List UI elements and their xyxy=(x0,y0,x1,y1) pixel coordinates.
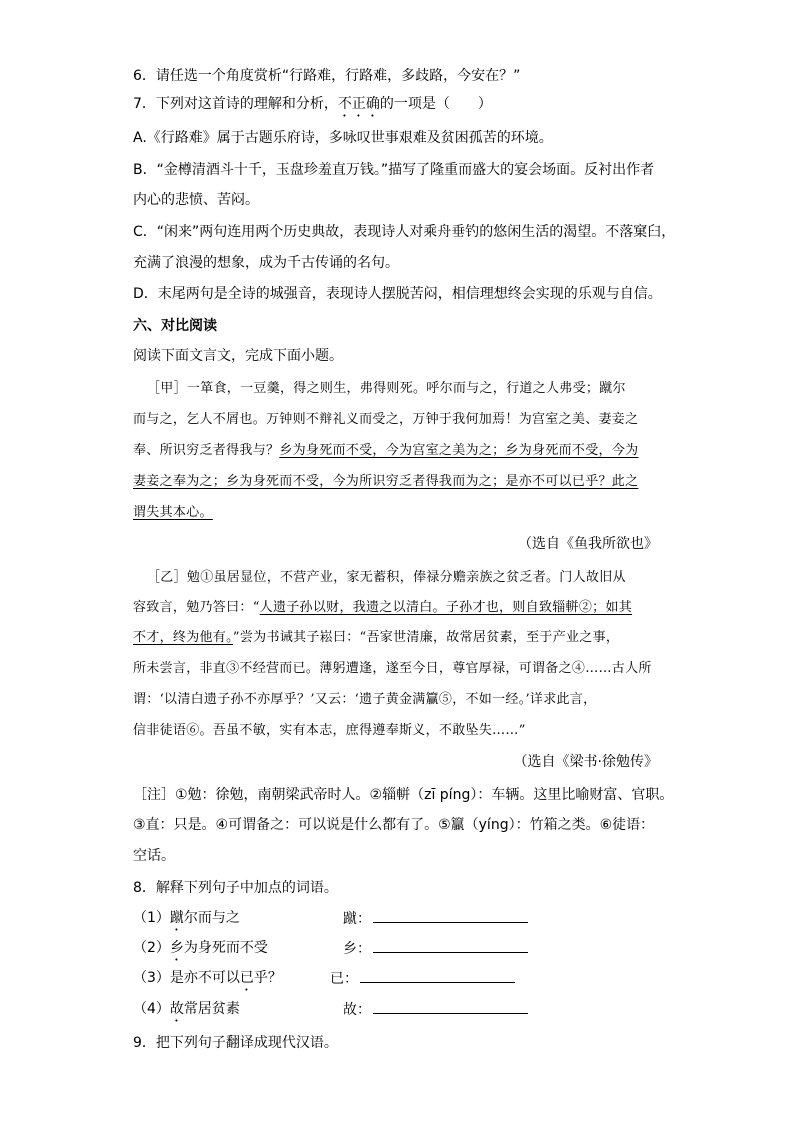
q8-item-1-text: 尔而与之 xyxy=(183,910,240,926)
q8-item-2-dotted-word: 乡 xyxy=(169,940,184,956)
q8-item-3-dotted-word: 已 xyxy=(239,970,254,986)
question-7-emphasis: 不正确 xyxy=(337,96,380,112)
q8-item-1 xyxy=(133,908,240,934)
passage-yi-line-4: 所未尝言，非直③不经营而已。薄躬遭逢，遂至今日，尊官厚禄，可谓备之④……古人所 xyxy=(133,661,652,676)
passage-jia-underlined-2: 妻妾之奉为之；乡为身死而不受，今为所识穷乏者得我而为之；是亦不可以已乎？此之 xyxy=(133,474,639,489)
question-6: 6．请任选一个角度赏析“行路难，行路难，多歧路，今安在？” xyxy=(133,68,521,84)
question-7-prefix: 7．下列对这首诗的理解和分析， xyxy=(133,96,338,112)
answer-blank[interactable] xyxy=(373,938,528,953)
question-8: 8．解释下列句子中加点的词语。 xyxy=(133,880,338,896)
q8-item-2 xyxy=(133,938,268,964)
q8-item-4-answer[interactable] xyxy=(343,999,528,1020)
answer-blank[interactable] xyxy=(373,999,528,1014)
q8-item-3-label: 已： xyxy=(330,971,358,987)
passage-jia-source: （选自《鱼我所欲也》 xyxy=(518,536,658,552)
passage-yi-line-2 xyxy=(133,598,632,618)
passage-yi-underlined-1: 人遗子孙以财，我遗之以清白。子孙才也，则自致辎軿②；如其 xyxy=(259,600,633,615)
notes-line-3: 空话。 xyxy=(133,848,175,864)
passage-jia-underlined-3: 谓失其本心。 xyxy=(133,505,213,520)
q8-item-2-label: 乡： xyxy=(343,941,371,957)
passage-jia-line-3-plain: 奉、所识穷乏者得我与？ xyxy=(133,443,280,458)
question-7-suffix: 的一项是（ ） xyxy=(379,96,492,112)
q8-item-2-text: 为身死而不受 xyxy=(183,940,268,956)
q8-item-4-dotted-word: 故 xyxy=(169,1001,184,1017)
q8-item-3-prefix: 是亦不可以 xyxy=(169,970,240,986)
passage-yi-line-3 xyxy=(133,628,619,648)
q8-item-3-number: （3） xyxy=(133,970,170,986)
answer-blank[interactable] xyxy=(373,908,528,923)
option-b-line-1: B．“金樽清酒斗十千，玉盘珍羞直万钱。”描写了隆重而盛大的宴会场面。反衬出作者 xyxy=(133,162,655,178)
passage-yi-line-3-plain: ”尝为书诫其子崧曰：“吾家世清廉，故常居贫素，至于产业之事， xyxy=(232,630,620,645)
notes-line-1: ［注］①勉：徐勉，南朝梁武帝时人。②辎軿（zī píng）：车辆。这里比喻财富、官职。 xyxy=(133,787,674,803)
section-heading: 六、对比阅读 xyxy=(133,318,217,334)
q8-item-4 xyxy=(133,999,240,1025)
passage-yi-line-1: ［乙］勉①虽居显位，不营产业，家无蓄积，俸禄分赡亲族之贫乏者。门人故旧从 xyxy=(147,570,626,585)
answer-blank[interactable] xyxy=(360,968,515,983)
q8-item-3 xyxy=(133,968,282,994)
passage-jia-line-1: ［甲］一箪食，一豆羹，得之则生，弗得则死。呼尔而与之，行道之人弗受；蹴尔 xyxy=(147,381,626,396)
q8-item-4-number: （4） xyxy=(133,1001,170,1017)
reading-instruction: 阅读下面文言文，完成下面小题。 xyxy=(133,348,343,364)
passage-yi-line-6: 信非徒语⑥。吾虽不敏，实有本志，庶得遵奉斯义，不敢坠失……” xyxy=(133,723,526,738)
passage-jia-underlined-1: 乡为身死而不受，今为宫室之美为之；乡为身死而不受，今为 xyxy=(279,443,639,458)
option-b-line-2: 内心的悲愤、苦闷。 xyxy=(133,192,259,208)
q8-item-2-number: （2） xyxy=(133,940,170,956)
q8-item-1-answer[interactable] xyxy=(343,908,528,929)
option-c-line-2: 充满了浪漫的想象，成为千古传诵的名句。 xyxy=(133,255,399,271)
q8-item-1-dotted-word: 蹴 xyxy=(169,910,184,926)
q8-item-3-answer[interactable] xyxy=(330,968,515,989)
option-a: A.《行路难》属于古题乐府诗，多咏叹世事艰难及贫困孤苦的环境。 xyxy=(133,130,553,146)
q8-item-4-label: 故： xyxy=(343,1002,371,1018)
q8-item-3-text: 乎？ xyxy=(253,970,282,986)
passage-jia-line-2: 而与之，乞人不屑也。万钟则不辩礼义而受之，万钟于我何加焉！为宫室之美、妻妾之 xyxy=(133,412,639,427)
q8-item-1-label: 蹴： xyxy=(343,911,371,927)
passage-yi-line-2-plain: 容致言，勉乃答曰：“ xyxy=(133,600,260,615)
option-c-line-1: C．“闲来”两句连用两个历史典故，表现诗人对乘舟垂钓的悠闲生活的渴望。不落窠臼， xyxy=(133,224,676,240)
q8-item-4-text: 常居贫素 xyxy=(183,1001,240,1017)
option-d: D．末尾两句是全诗的城强音，表现诗人摆脱苦闷，相信理想终会实现的乐观与自信。 xyxy=(133,286,662,302)
question-9: 9．把下列句子翻译成现代汉语。 xyxy=(133,1035,338,1051)
passage-jia-line-3 xyxy=(133,441,638,461)
q8-item-2-answer[interactable] xyxy=(343,938,528,959)
q8-item-1-number: （1） xyxy=(133,910,170,926)
question-7 xyxy=(133,94,492,120)
passage-yi-source: （选自《梁书·徐勉传》 xyxy=(513,754,658,770)
passage-yi-line-5: 谓：‘以清白遗子孙不亦厚乎？’又云：‘遗子黄金满籯⑤，不如一经。’详求此言， xyxy=(133,692,597,707)
passage-yi-underlined-2: 不才，终为他有。 xyxy=(133,630,233,645)
notes-line-2: ③直：只是。④可谓备之：可以说是什么都有了。⑤籯（yíng）：竹箱之类。⑥徒语： xyxy=(133,817,655,833)
